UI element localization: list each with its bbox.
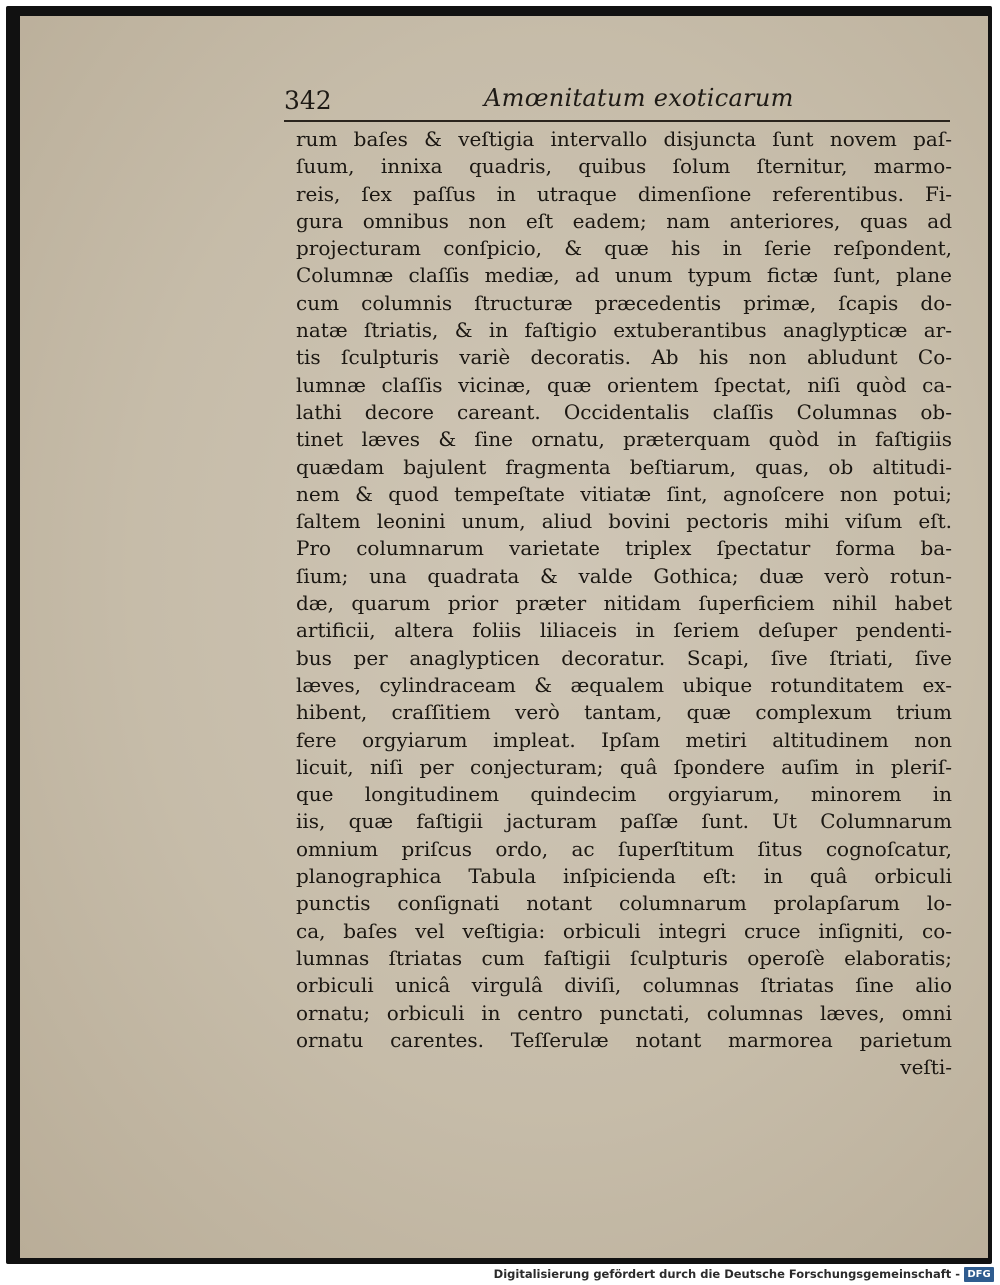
scan-frame [6, 6, 992, 1264]
text-line: lumnas ſtriatas cum faſtigii ſculpturis operoſè elaboratis; [296, 945, 952, 970]
text-line: orbiculi unicâ virgulâ diviſi, columnas ſtriatas ſine alio [296, 973, 952, 998]
text-line: ſium; una quadrata & valde Gothica; duæ verò rotun- [296, 563, 952, 588]
header-rule [284, 120, 950, 122]
text-line: Columnæ claſſis mediæ, ad unum typum fictæ ſunt, plane [296, 263, 952, 288]
text-line: fere orgyiarum impleat. Ipſam metiri altitudinem non [296, 727, 952, 752]
text-line: punctis conſignati notant columnarum prolapſarum lo- [296, 891, 952, 916]
dfg-logo-icon[interactable]: DFG [964, 1267, 994, 1282]
text-line: Pro columnarum varietate triplex ſpectatur forma ba- [296, 536, 952, 561]
text-line: læves, cylindraceam & æqualem ubique rotunditatem ex- [296, 672, 952, 697]
text-line: bus per anaglypticen decoratur. Scapi, ſive ſtriati, ſive [296, 645, 952, 670]
page-header [284, 82, 950, 118]
text-line: dæ, quarum prior præter nitidam ſuperficiem nihil habet [296, 591, 952, 616]
text-line: projecturam conſpicio, & quæ his in ſerie reſpondent, [296, 236, 952, 261]
running-title: Amœnitatum exoticarum [484, 84, 794, 112]
text-line: lumnæ claſſis vicinæ, quæ orientem ſpectat, niſi quòd ca- [296, 372, 952, 397]
text-line: ſuum, innixa quadris, quibus ſolum ſternitur, marmo- [296, 154, 952, 179]
text-line: quædam bajulent fragmenta beſtiarum, quas, ob altitudi- [296, 454, 952, 479]
text-line: lathi decore careant. Occidentalis claſſis Columnas ob- [296, 399, 952, 424]
text-line: omnium priſcus ordo, ac ſuperſtitum ſitus cognoſcatur, [296, 836, 952, 861]
text-line: cum columnis ſtructuræ præcedentis primæ, ſcapis do- [296, 290, 952, 315]
text-line: licuit, niſi per conjecturam; quâ ſpondere auſim in pleriſ- [296, 754, 952, 779]
footer [0, 1266, 1000, 1285]
text-line: artificii, altera foliis liliaceis in ſeriem deſuper pendenti- [296, 618, 952, 643]
text-line: gura omnibus non eſt eadem; nam anteriores, quas ad [296, 208, 952, 233]
text-line: ornatu; orbiculi in centro punctati, columnas læves, omni [296, 1000, 952, 1025]
text-line: tinet læves & ſine ornatu, præterquam quòd in faſtigiis [296, 427, 952, 452]
body-text [296, 126, 952, 1081]
text-line: tis ſculpturis variè decoratis. Ab his non abludunt Co- [296, 345, 952, 370]
text-line: iis, quæ faſtigii jacturam paſſæ ſunt. Ut Columnarum [296, 809, 952, 834]
text-line: reis, ſex paſſus in utraque dimenſione referentibus. Fi- [296, 181, 952, 206]
text-line: rum baſes & veſtigia intervallo disjuncta ſunt novem paſ- [296, 127, 952, 151]
page-number: 342 [284, 86, 332, 115]
text-line: que longitudinem quindecim orgyiarum, minorem in [296, 782, 952, 807]
text-line: ornatu carentes. Teſſerulæ notant marmorea parietum [296, 1027, 952, 1052]
text-line: planographica Tabula inſpicienda eſt: in quâ orbiculi [296, 864, 952, 889]
book-page [20, 16, 988, 1258]
text-line: ca, baſes vel veſtigia: orbiculi integri cruce inſigniti, co- [296, 918, 952, 943]
text-line: natæ ſtriatis, & in faſtigio extuberantibus anaglypticæ ar- [296, 318, 952, 343]
text-line: ſaltem leonini unum, aliud bovini pectoris mihi viſum eſt. [296, 509, 952, 534]
text-line: veſti- [900, 1055, 952, 1080]
text-line: nem & quod tempeſtate vitiatæ ſint, agnoſcere non potui; [296, 481, 952, 506]
text-line: hibent, craſſitiem verò tantam, quæ complexum trium [296, 700, 952, 725]
funding-notice: Digitalisierung gefördert durch die Deutsche Forschungsgemeinschaft - [493, 1267, 960, 1281]
